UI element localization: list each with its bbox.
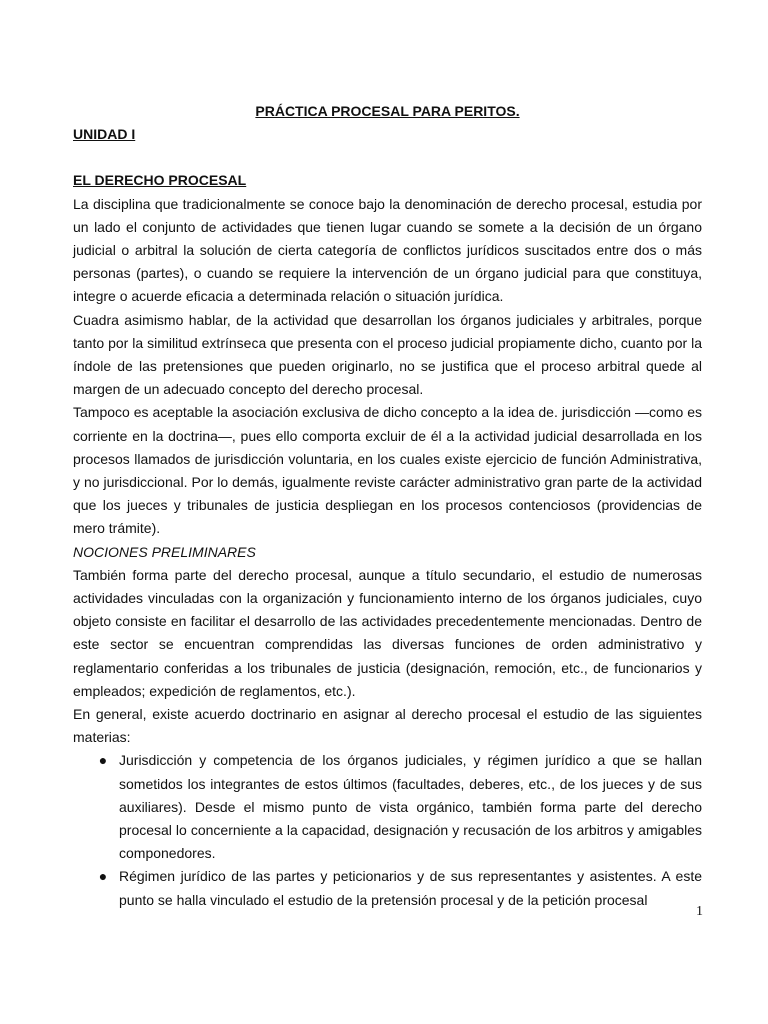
paragraph: También forma parte del derecho procesal, aunque a título secundario, el estudio de numerosas actividades vinculadas con la organización y funcionamiento interno de los órganos judiciales, cuyo objeto consiste en facilitar el desarrollo de las actividades precedentemente mencionadas. Dentro de este sector se encuentran comprendidas las diversas funciones de orden administrativo y reglamentario conferidas a los tribunales de justicia (designación, remoción, etc., de funcionarios y empleados; expedición de reglamentos, etc.). bbox=[73, 566, 702, 699]
list-item bbox=[73, 749, 702, 865]
document-body bbox=[73, 100, 702, 912]
page-number: 1 bbox=[696, 904, 703, 919]
list-item-text: Jurisdicción y competencia de los órganos judiciales, y régimen jurídico a que se hallan sometidos los integrantes de estos últimos (facultades, deberes, etc., de los jueces y de sus auxiliares). Desde el mismo punto de vista orgánico, también forma parte del derecho procesal lo concerniente a la capacidad, designación y recusación de los arbitros y amigables componedores. bbox=[119, 752, 702, 862]
bullet-icon: ● bbox=[98, 868, 108, 885]
paragraph: Tampoco es aceptable la asociación exclusiva de dicho concepto a la idea de. jurisdicción —como es corriente en la doctrina—, pues ello comporta excluir de él a la actividad judicial desarrollada en los procesos llamados de jurisdicción voluntaria, en los cuales existe ejercicio de función Administrativa, y no jurisdiccional. Por lo demás, igualmente reviste carácter administrativo gran parte de la actividad que los jueces y tribunales de justicia despliegan en los procesos contenciosos (providencias de mero trámite). bbox=[73, 404, 702, 537]
paragraph: La disciplina que tradicionalmente se conoce bajo la denominación de derecho procesal, estudia por un lado el conjunto de actividades que tienen lugar cuando se somete a la decisión de un órgano judicial o arbitral la solución de cierta categoría de conflictos jurídicos suscitados entre dos o más personas (partes), o cuando se requiere la intervención de un órgano judicial para que constituya, integre o acuerde eficacia a determinada relación o situación jurídica. bbox=[73, 195, 702, 305]
subheading: NOCIONES PRELIMINARES bbox=[73, 543, 256, 560]
bullet-list bbox=[73, 749, 702, 911]
blank-line bbox=[73, 146, 702, 169]
bullet-icon: ● bbox=[98, 752, 108, 769]
paragraph: En general, existe acuerdo doctrinario en asignar al derecho procesal el estudio de las siguientes materias: bbox=[73, 706, 702, 746]
section-heading: EL DERECHO PROCESAL bbox=[73, 172, 247, 189]
list-item bbox=[73, 865, 702, 911]
unit-heading: UNIDAD I bbox=[73, 126, 136, 142]
document-title: PRÁCTICA PROCESAL PARA PERITOS. bbox=[255, 103, 520, 119]
paragraph: Cuadra asimismo hablar, de la actividad que desarrollan los órganos judiciales y arbitrales, porque tanto por la similitud extrínseca que presenta con el proceso judicial propiamente dicho, cuanto por la índole de las pretensiones que pueden originarlo, no se justifica que el proceso arbitral quede al margen de un adecuado concepto del derecho procesal. bbox=[73, 311, 702, 398]
list-item-text: Régimen jurídico de las partes y peticionarios y de sus representantes y asistentes. A este punto se halla vinculado el estudio de la pretensión procesal y de la petición procesal bbox=[119, 868, 702, 908]
